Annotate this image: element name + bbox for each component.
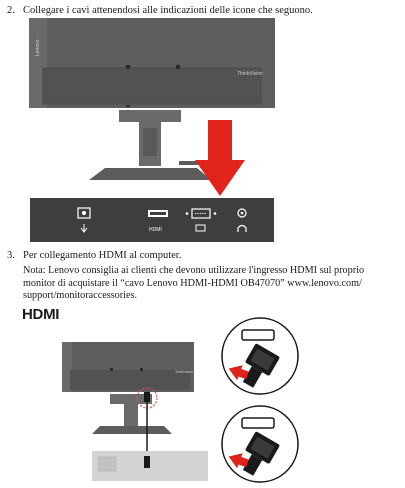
stand-neck — [124, 404, 138, 428]
stand-base — [89, 168, 211, 180]
step-2-text: Collegare i cavi attenendosi alle indicazioni delle icone che seguono. — [23, 5, 313, 16]
connector-detail-bottom — [220, 404, 300, 484]
hdmi-port-icon — [242, 418, 274, 428]
step-3-note — [23, 265, 403, 303]
step-2-line — [7, 4, 313, 17]
note-line: Nota: Lenovo consiglia ai clienti che devono utilizzare l'ingresso HDMI sul proprio — [23, 265, 365, 276]
step-3-number: 3. — [7, 250, 15, 261]
monitor-lower-recess — [70, 370, 190, 390]
note-line: support/monitoraccessories. — [23, 290, 138, 302]
hdmi-heading: HDMI — [22, 306, 60, 323]
port-panel-body — [30, 198, 274, 242]
stand-neck-inner — [143, 128, 157, 156]
hdmi-port-icon — [242, 330, 274, 340]
cable-connector-icon — [144, 392, 150, 402]
monitor-back-brand: ThinkVision — [175, 370, 194, 374]
monitor-hdmi-illustration — [62, 338, 208, 484]
vesa-hole — [110, 368, 113, 371]
note-line: monitor di acquistare il “cavo Lenovo HDMI-HDMI OB47070” www.lenovo.com/ — [23, 277, 362, 289]
step-2-number: 2. — [7, 5, 15, 16]
hdmi-port-icon — [148, 210, 168, 217]
vesa-hole — [126, 65, 130, 69]
vesa-hole — [176, 65, 180, 69]
stand-mount — [119, 110, 181, 122]
step-3-line — [7, 249, 181, 262]
vesa-hole — [126, 105, 130, 107]
lower-port-slot — [98, 457, 116, 471]
monitor-back-brand: ThinkVision — [237, 71, 263, 77]
monitor-side-brand: Lenovo — [35, 39, 41, 56]
cable-connector-icon — [144, 456, 150, 468]
connector-detail-top — [220, 316, 300, 396]
vesa-hole — [140, 368, 143, 371]
port-panel — [30, 198, 274, 242]
down-arrow-icon — [195, 120, 245, 196]
step-3-text: Per collegamento HDMI al computer. — [23, 250, 182, 261]
hdmi-port-label: HDMI — [149, 227, 162, 233]
monitor-lower-recess — [43, 68, 261, 104]
stand-base — [92, 426, 172, 434]
